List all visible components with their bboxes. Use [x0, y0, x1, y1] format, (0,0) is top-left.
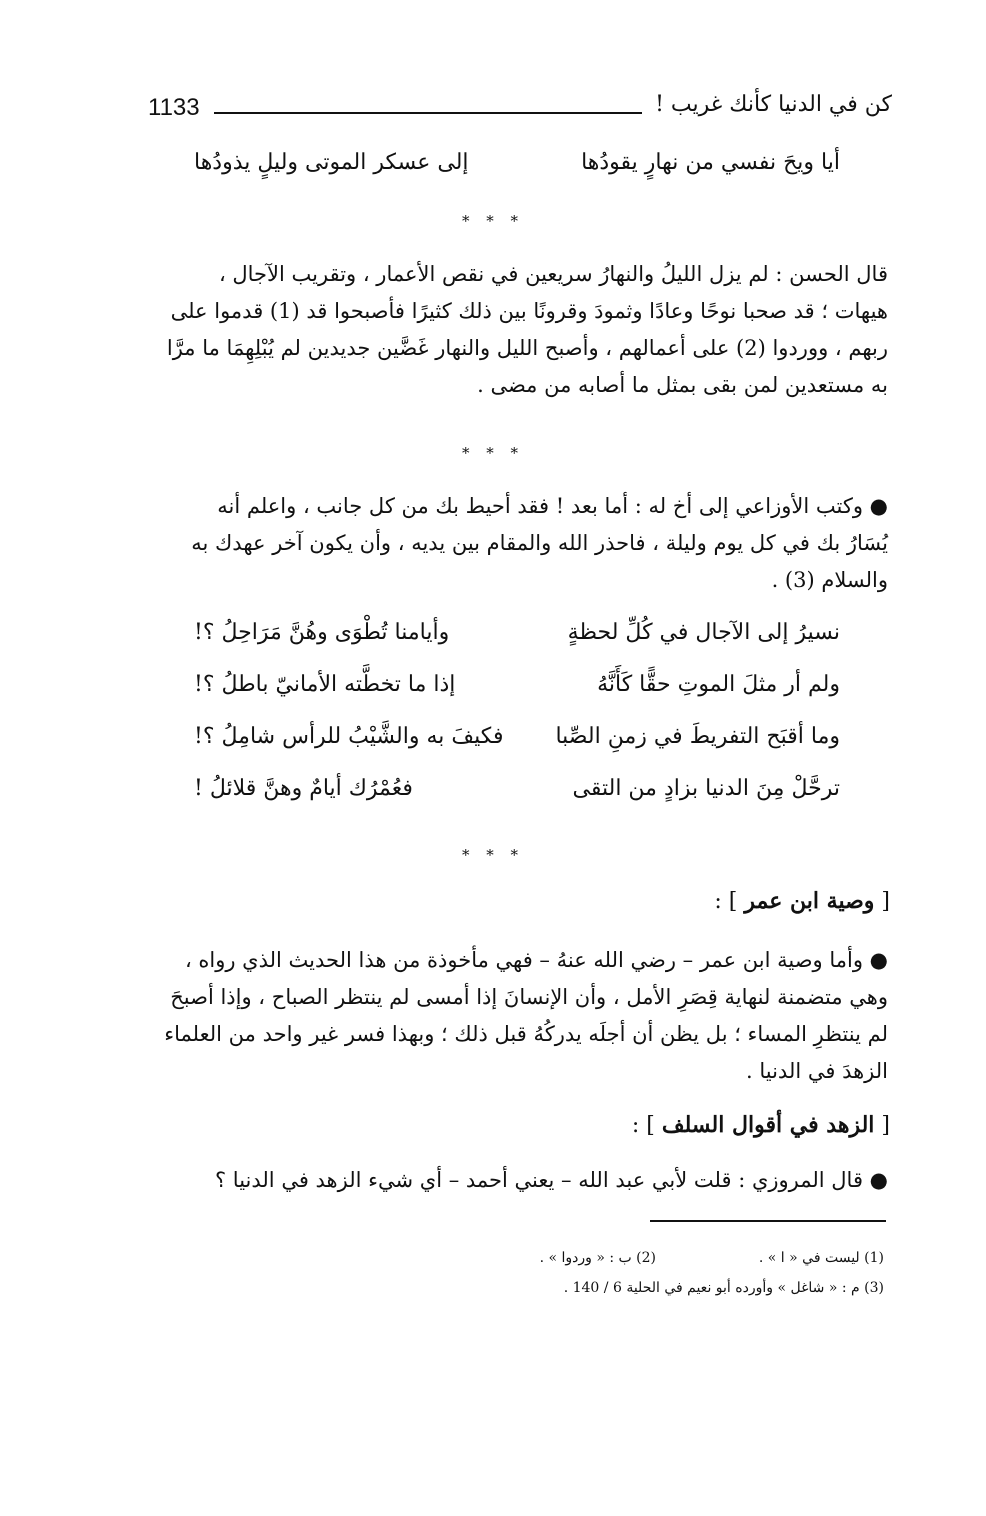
text-line: ● وأما وصية ابن عمر – رضي الله عنهُ – فهي مأخوذة من هذا الحديث الذي رواه ،: [184, 948, 888, 972]
footnote-2: (2) ب : « وردوا » .: [539, 1250, 656, 1266]
text-line: وهي متضمنة لنهاية قِصَرِ الأمل ، وأن الإنسانَ إذا أمسى لم ينتظر الصباح ، وإذا أصبحَ: [170, 985, 888, 1009]
text-line: قال الحسن : لم يزل الليلُ والنهارُ سريعين في نقص الأعمار ، وتقريب الآجال ،: [218, 262, 888, 286]
text-line: به مستعدين لمن بقى بمثل ما أصابه من مضى .: [477, 373, 888, 397]
text-line: والسلام (3) .: [771, 568, 888, 592]
ibn-umar-paragraph: [118, 942, 888, 1090]
hasan-paragraph: [118, 256, 888, 404]
verse-hemistich-1: نسيرُ إلى الآجال في كُلِّ لحظةٍ: [567, 620, 840, 645]
heading-bracket-open: [: [881, 889, 890, 914]
verse-hemistich-2: إذا ما تخطَّته الأمانيّ باطلُ ؟!: [194, 672, 456, 697]
text-line: ● قال المروزي : قلت لأبي عبد الله – يعني أحمد – أي شيء الزهد في الدنيا ؟: [214, 1168, 888, 1192]
heading-bracket-open: [: [881, 1113, 890, 1138]
footnote-1: (1) ليست في « ا » .: [758, 1250, 884, 1266]
poem-verse: [150, 776, 840, 818]
page-number: 1133: [148, 94, 200, 121]
heading-text: وصية ابن عمر: [744, 888, 875, 914]
heading-bracket-close: ] :: [631, 1113, 655, 1138]
awzai-paragraph: [118, 488, 888, 599]
heading-text: الزهد في أقوال السلف: [661, 1112, 875, 1138]
text-line: ربهم ، ووردوا (2) على أعمالهم ، وأصبح الليل والنهار غَضَّين جديدين لم يُبْلِهِمَا ما مرَّا: [166, 336, 888, 360]
section-heading-ibn-umar: [714, 888, 890, 914]
verse-hemistich-1: وما أقبَح التفريطَ في زمنِ الصِّبا: [555, 724, 840, 749]
section-separator: * * *: [461, 212, 525, 230]
verse-hemistich-2: إلى عسكر الموتى وليلٍ يذودُها: [194, 150, 469, 175]
verse-hemistich-2: فكيفَ به والشَّيْبُ للرأس شامِلُ ؟!: [194, 724, 504, 749]
footnote-3: (3) م : « شاغل » وأورده أبو نعيم في الحلية 6 / 140 .: [563, 1280, 884, 1296]
text-line: ● وكتب الأوزاعي إلى أخ له : أما بعد ! فقد أحيط بك من كل جانب ، واعلم أنه: [217, 494, 888, 518]
section-separator: * * *: [461, 846, 525, 864]
header-rule: [214, 112, 642, 114]
text-line: يُسَارُ بك في كل يوم وليلة ، فاحذر الله والمقام بين يديه ، وأن يكون آخر عهدك به: [191, 531, 888, 555]
heading-bracket-close: ] :: [714, 889, 738, 914]
section-separator: * * *: [461, 444, 525, 462]
section-heading-zuhd: [632, 1112, 890, 1138]
poem-verse: [150, 724, 840, 766]
verse-hemistich-1: أيا ويحَ نفسي من نهارٍ يقودُها: [581, 150, 840, 175]
poem-verse: [150, 620, 840, 662]
page-header: [144, 92, 892, 128]
text-line: لم ينتظرِ المساء ؛ بل يظن أن أجلَه يدركُهُ قبل ذلك ؛ وبهذا فسر غير واحد من العلماء: [164, 1022, 888, 1046]
verse-hemistich-2: وأيامنا تُطْوَى وهُنَّ مَرَاحِلُ ؟!: [194, 620, 450, 645]
running-title: كن في الدنيا كأنك غريب !: [655, 92, 892, 117]
text-line: الزهدَ في الدنيا .: [746, 1059, 888, 1083]
footnote-rule: [650, 1220, 886, 1222]
verse-hemistich-2: فعُمْرُك أيامٌ وهنَّ قلائلُ !: [194, 776, 413, 801]
text-line: هيهات ؛ قد صحبا نوحًا وعادًا وثمودَ وقرونًا بين ذلك كثيرًا فأصبحوا قد (1) قدموا على: [170, 299, 888, 323]
opening-verse: [150, 150, 840, 192]
verse-hemistich-1: ترحَّلْ مِنَ الدنيا بزادٍ من التقى: [572, 776, 840, 801]
marwazi-paragraph: [118, 1162, 888, 1199]
verse-hemistich-1: ولم أر مثلَ الموتِ حقًّا كَأَنَّهُ: [597, 672, 840, 697]
poem-verse: [150, 672, 840, 714]
